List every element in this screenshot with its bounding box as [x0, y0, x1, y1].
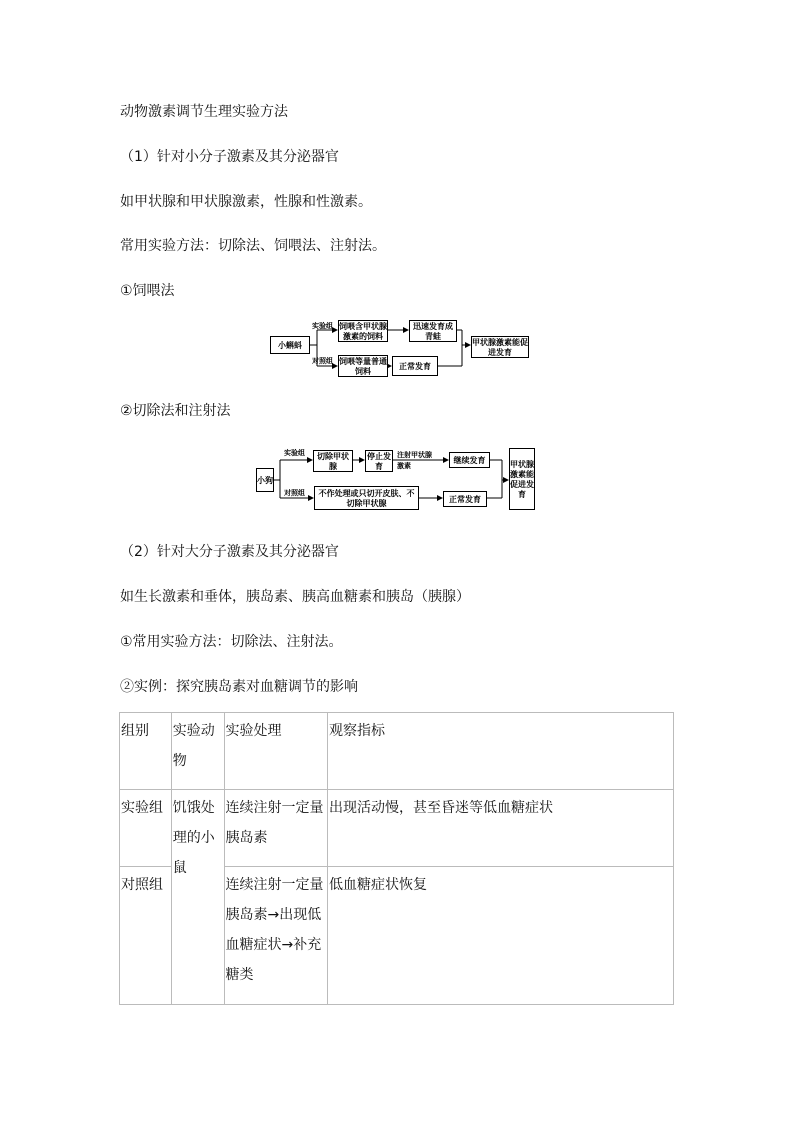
rapid-development-box: 迅速发育成青蛙 — [409, 320, 457, 342]
diagram1-ctrl-label: 对照组 — [312, 356, 333, 365]
cell-indicator: 出现活动慢，甚至昏迷等低血糖症状 — [327, 790, 673, 867]
header-group: 组别 — [120, 713, 172, 790]
control-treatment-box: 不作处理或只切开皮肤、不切除甲状腺 — [314, 486, 419, 510]
cell-animal: 饥饿处理的小鼠 — [171, 790, 224, 1005]
method2-title: ②切除法和注射法 — [120, 403, 231, 419]
conclusion-box-2: 甲状腺激素能促进发育 — [509, 448, 535, 510]
conclusion-box: 甲状腺激素能促进发育 — [472, 337, 528, 357]
section1-example: 如甲状腺和甲状腺激素，性腺和性激素。 — [120, 194, 372, 210]
header-treatment: 实验处理 — [224, 713, 327, 790]
stop-development-box: 停止发育 — [367, 451, 391, 471]
feed-hormone-box: 饲喂含甲状腺激素的饲料 — [339, 321, 387, 341]
table-header-row — [120, 713, 674, 790]
table-row — [120, 790, 674, 867]
header-indicator: 观察指标 — [327, 713, 673, 790]
feed-normal-box: 饲喂等量普通饲料 — [339, 356, 387, 376]
section1-methods: 常用实验方法：切除法、饲喂法、注射法。 — [120, 238, 386, 254]
normal-development-box-2: 正常发育 — [443, 491, 487, 507]
cell-treatment: 连续注射一定量胰岛素 — [224, 790, 327, 867]
method1-title: ①饲喂法 — [120, 283, 175, 299]
inject-hormone-label: 注射甲状腺激素 — [397, 450, 432, 470]
page-title: 动物激素调节生理实验方法 — [120, 104, 288, 120]
remove-thyroid-box: 切除甲状腺 — [313, 450, 353, 472]
continue-development-box: 继续发育 — [449, 452, 490, 468]
feeding-method-diagram — [270, 318, 536, 380]
cell-group: 对照组 — [120, 867, 172, 1005]
cell-indicator: 低血糖症状恢复 — [327, 867, 673, 1005]
section2-example: 如生长激素和垂体，胰岛素、胰高血糖素和胰岛（胰腺） — [120, 589, 470, 605]
diagram1-exp-label: 实验组 — [312, 321, 333, 330]
diagram2-exp-label: 实验组 — [284, 448, 305, 457]
removal-injection-diagram — [256, 446, 536, 512]
section2-heading: （2）针对大分子激素及其分泌器官 — [120, 544, 339, 560]
insulin-experiment-table — [119, 712, 674, 1005]
diagram2-ctrl-label: 对照组 — [284, 488, 305, 497]
cell-group: 实验组 — [120, 790, 172, 867]
cell-treatment: 连续注射一定量胰岛素→出现低血糖症状→补充糖类 — [224, 867, 327, 1005]
tadpole-box: 小蝌蚪 — [270, 336, 310, 354]
section1-heading: （1）针对小分子激素及其分泌器官 — [120, 149, 339, 165]
normal-development-box: 正常发育 — [392, 356, 438, 376]
section2-methods: ①常用实验方法：切除法、注射法。 — [120, 634, 343, 650]
header-animal: 实验动物 — [171, 713, 224, 790]
section2-case: ②实例：探究胰岛素对血糖调节的影响 — [120, 679, 358, 695]
puppy-box: 小狗 — [256, 468, 274, 492]
